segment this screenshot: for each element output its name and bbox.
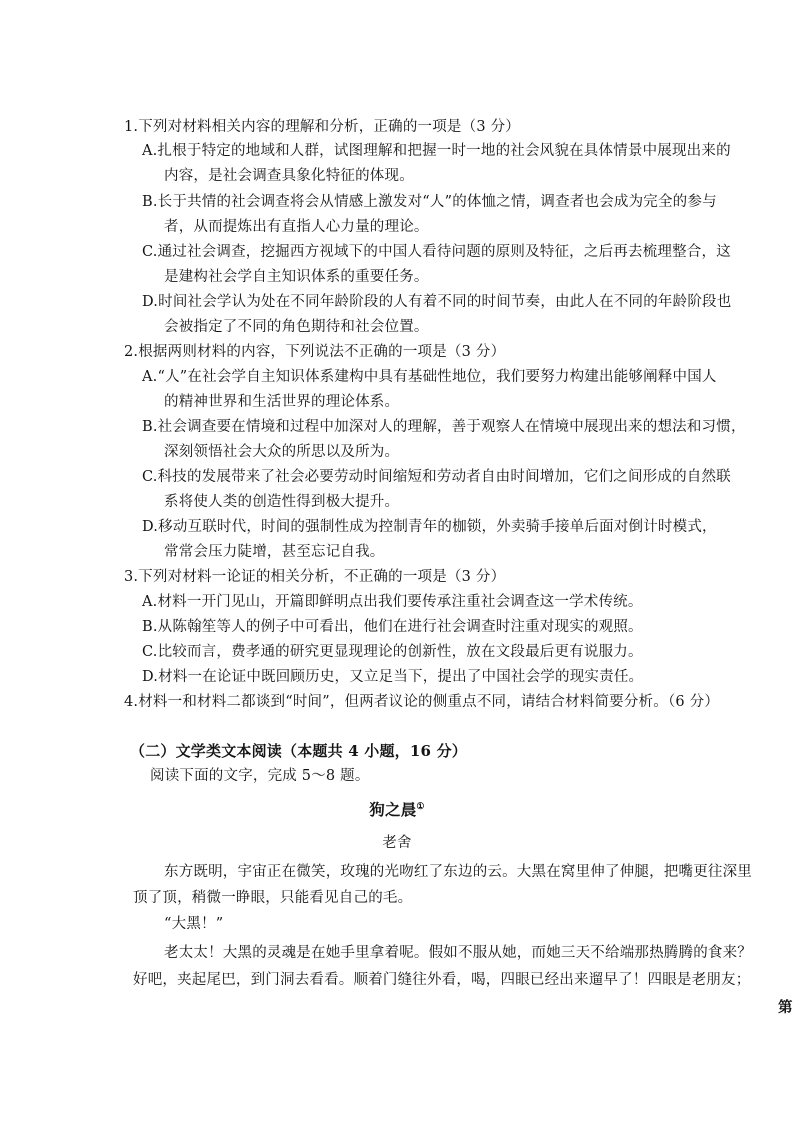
question-1-option-b-cont: 者，从而提炼出有直指人心力量的理论。 [164, 219, 429, 235]
question-3-stem: 3.下列对材料一论证的相关分析，不正确的一项是（3 分） [124, 569, 506, 585]
question-2-option-c-cont: 系将使人类的创造性得到极大提升。 [164, 494, 400, 510]
paragraph-3-line-2: 好吧，夹起尾巴，到门洞去看看。顺着门缝往外看，喝，四眼已经出来遛早了！四眼是老朋友； [133, 972, 751, 988]
question-1-option-a: A.扎根于特定的地域和人群，试图理解和把握一时一地的社会风貌在具体情景中展现出来的 [142, 143, 731, 159]
question-2-option-b: B.社会调查要在情境和过程中加深对人的理解，善于观察人在情境中展现出来的想法和习惯， [142, 419, 746, 435]
paragraph-1-line-1: 东方既明，宇宙正在微笑，玫瑰的光吻红了东边的云。大黑在窝里伸了伸腿，把嘴更往深里 [164, 864, 752, 880]
question-1-option-b: B.长于共情的社会调查将会从情感上激发对“人”的体恤之情，调查者也会成为完全的参与 [142, 194, 717, 210]
question-2-option-a-cont: 的精神世界和生活世界的理论体系。 [164, 394, 400, 410]
section-instruction: 阅读下面的文字，完成 5～8 题。 [150, 768, 370, 784]
question-3-option-b: B.从陈翰笙等人的例子中可看出，他们在进行社会调查时注重对现实的观照。 [142, 619, 643, 635]
paragraph-2-line-1: “大黑！” [164, 916, 224, 932]
question-1-option-a-cont: 内容，是社会调查具象化特征的体现。 [164, 168, 414, 184]
question-2-option-d-cont: 常常会压力陡增，甚至忘记自我。 [164, 544, 385, 560]
question-1-option-d-cont: 会被指定了不同的角色期待和社会位置。 [164, 319, 429, 335]
question-2-option-b-cont: 深刻领悟社会大众的所思以及所为。 [164, 444, 400, 460]
footnote-marker: ① [416, 801, 425, 812]
question-2-option-c: C.科技的发展带来了社会必要劳动时间缩短和劳动者自由时间增加，它们之间形成的自然联 [142, 469, 731, 485]
question-3-option-d: D.材料一在论证中既回顾历史，又立足当下，提出了中国社会学的现实责任。 [142, 669, 644, 685]
question-1-option-c-cont: 是建构社会学自主知识体系的重要任务。 [164, 269, 429, 285]
section-heading: （二）文学类文本阅读（本题共 4 小题，16 分） [130, 742, 467, 760]
page-number-fragment: 第 [778, 999, 793, 1016]
passage-author: 老舍 [382, 835, 412, 851]
question-2-option-a: A.“人”在社会学自主知识体系建构中具有基础性地位，我们要努力构建出能够阐释中国人 [142, 369, 717, 385]
question-1-stem: 1.下列对材料相关内容的理解和分析，正确的一项是（3 分） [124, 119, 520, 135]
paragraph-1-line-2: 顶了顶，稍微一睁眼，只能看见自己的毛。 [133, 890, 413, 906]
question-2-stem: 2.根据两则材料的内容，下列说法不正确的一项是（3 分） [124, 344, 506, 360]
question-2-option-d: D.移动互联时代，时间的强制性成为控制青年的枷锁，外卖骑手接单后面对倒计时模式， [142, 519, 717, 535]
passage-title-text: 狗之晨 [369, 800, 417, 819]
question-4-stem: 4.材料一和材料二都谈到“时间”，但两者议论的侧重点不同，请结合材料简要分析。（6 分） [124, 694, 720, 710]
question-3-option-c: C.比较而言，费孝通的研究更显现理论的创新性，放在文段最后更有说服力。 [142, 644, 643, 660]
passage-title [0, 800, 794, 820]
question-1-option-c: C.通过社会调查，挖掘西方视域下的中国人看待问题的原则及特征，之后再去梳理整合，这 [142, 244, 731, 260]
question-1-option-d: D.时间社会学认为处在不同年龄阶段的人有着不同的时间节奏，由此人在不同的年龄阶段也 [142, 294, 732, 310]
question-3-option-a: A.材料一开门见山，开篇即鲜明点出我们要传承注重社会调查这一学术传统。 [142, 594, 643, 610]
paragraph-3-line-1: 老太太！大黑的灵魂是在她手里拿着呢。假如不服从她，而她三天不给端那热腾腾的食来？ [164, 945, 752, 961]
